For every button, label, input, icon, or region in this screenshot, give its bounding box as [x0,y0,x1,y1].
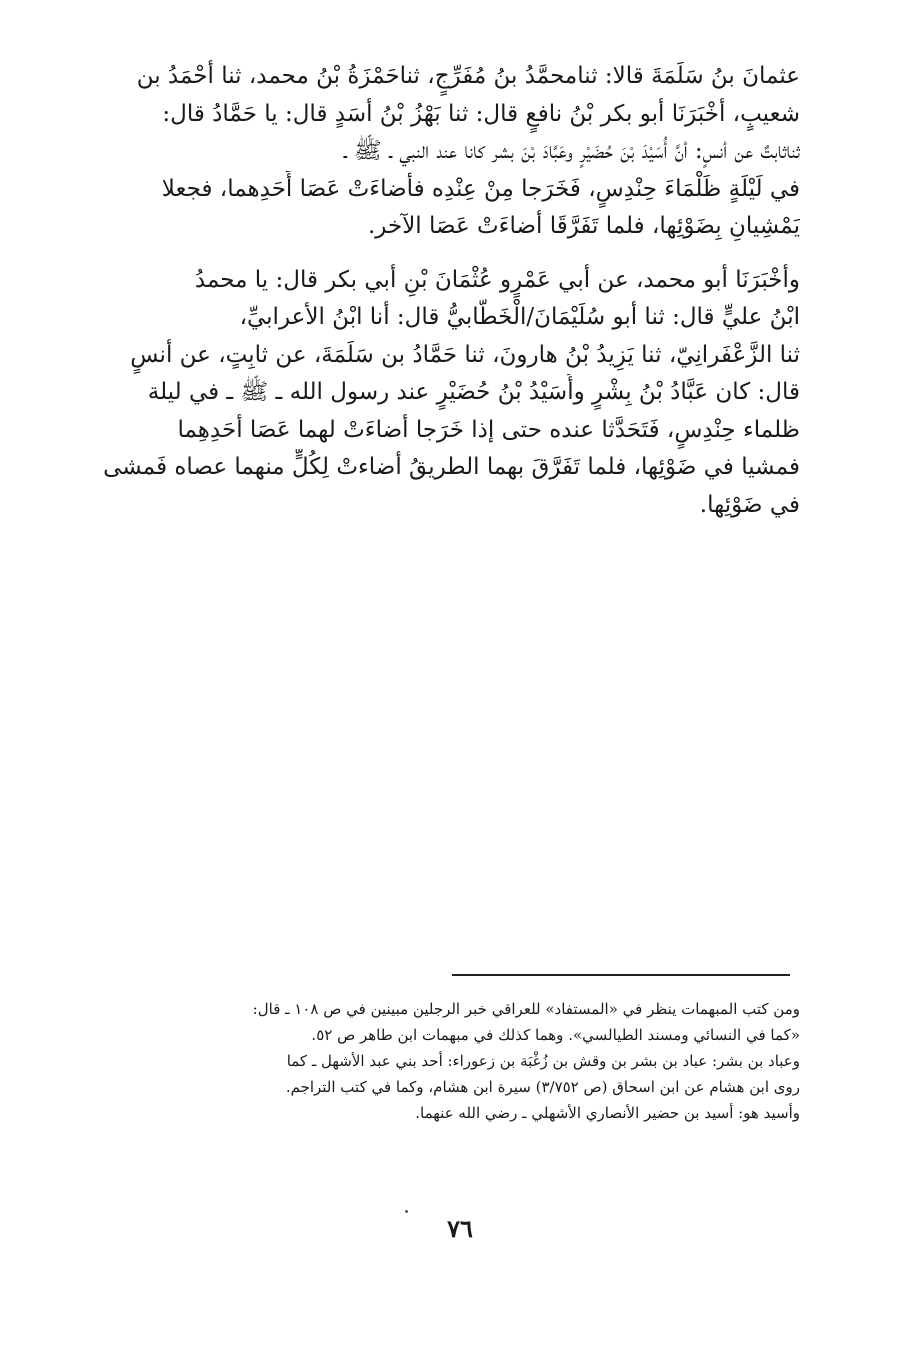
text-line: ثناثابتٌ عن أنسٍ: أنَّ أُسَيْدَ بْنَ حُضَيْرٍ وعَبَّادَ بْنَ بشر كانا عند النبي ـ ﷺ ـ [343,138,800,164]
text-line: ابْنُ عليٍّ قال: ثنا أبو سُلَيْمَانَ/الْخَطَّابيُّ قال: أنا ابْنُ الأعرابيِّ، [239,304,800,330]
paragraph-1 [100,58,800,246]
text-line: عثمانَ بنُ سَلَمَةَ قالا: ثنامحمَّدُ بنُ مُفَرِّجٍ، ثناحَمْزَةُ بْنُ محمد، ثنا أحْمَدُ بن [136,63,800,89]
text-line: وأخْبَرَنَا أبو محمد، عن أبي عَمْرٍو عُثْمَانَ بْنِ أبي بكر قال: يا محمدُ [194,266,800,293]
text-line: يَمْشِيانِ بِضَوْئِها، فلما تَفَرَّقَا أضاءَتْ عَصَا الآخر. [367,213,800,239]
footnote-line: ومن كتب المبهمات ينظر في «المستفاد» للعراقي خبر الرجلين مبينين في ص ١٠٨ ـ قال: [252,1000,800,1018]
text-line: في لَيْلَةٍ ظَلْمَاءَ حِنْدِسٍ، فَخَرَجا مِنْ عِنْدِه فأضاءَتْ عَصَا أَحَدِهما، فجعلا [161,175,800,202]
footnote-line: وعباد بن بشر: عباد بن بشر بن وقش بن زُغْبَة بن زعوراء: أحد بني عبد الأشهل ـ كما [286,1052,800,1070]
text-line: ثنا الزَّعْفَرانِيّ، ثنا يَزِيدُ بْنُ هارونَ، ثنا حَمَّادُ بن سَلَمَةَ، عن ثابِتٍ، عن أنسٍ [130,341,800,368]
print-speck [405,1210,408,1213]
paragraph-2 [100,262,800,525]
footnotes [120,996,800,1126]
text-line: شعيبٍ، أخْبَرَنَا أبو بكر بْنُ نافعٍ قال: ثنا بَهْزُ بْنُ أسَدٍ قال: يا حَمَّادُ قال: [162,100,800,127]
text-line: ظلماء حِنْدِسٍ، فَتَحَدَّثا عنده حتى إذا خَرَجا أضاءَتْ لهما عَصَا أحَدِهِما [177,416,800,443]
footnote-line: روى ابن هشام عن ابن اسحاق (ص ٣/٧٥٢) سيرة ابن هشام، وكما في كتب التراجم. [285,1078,800,1096]
page-number: ٧٦ [447,1214,473,1243]
footnote-1 [120,996,800,1048]
text-line: فمشيا في ضَوْئِها، فلما تَفَرَّقَ بهما الطريقُ أضاءتْ لِكُلٍّ منهما عصاه فَمشى [103,454,800,480]
footnote-separator [452,974,790,976]
footnote-line: «كما في النسائي ومسند الطيالسي». وهما كذلك في مبهمات ابن طاهر ص ٥٢. [311,1026,800,1044]
footnote-3 [120,1100,800,1126]
text-line: في ضَوْئِها. [699,491,800,518]
footnote-line: وأسيد هو: أسيد بن حضير الأنصاري الأشهلي ـ رضي الله عنهما. [415,1104,800,1122]
text-line: قال: كان عَبَّادُ بْنُ بِشْرٍ وأُسَيْدُ بْنُ حُضَيْرٍ عند رسول الله ـ ﷺ ـ في ليلة [147,379,800,405]
main-text [100,58,800,540]
footnote-2 [120,1048,800,1100]
